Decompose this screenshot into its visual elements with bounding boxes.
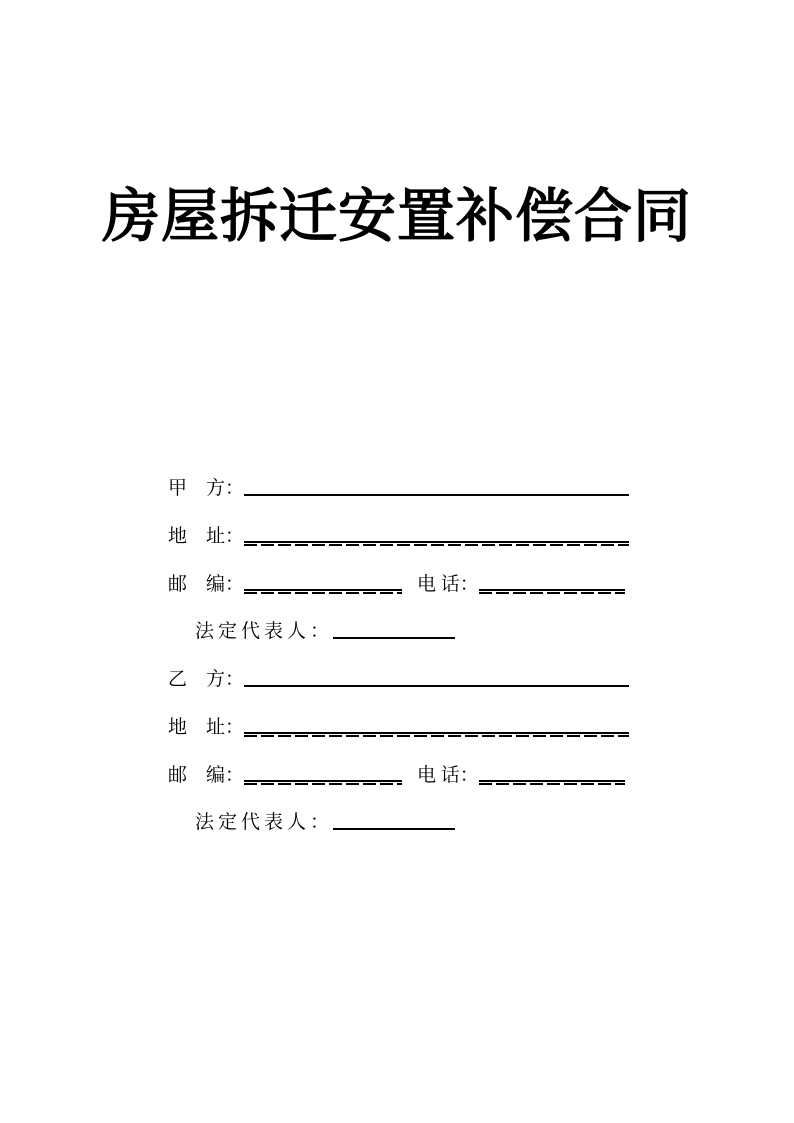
document-title: 房屋拆迁安置补偿合同	[101, 184, 692, 249]
legal-rep-b-blank-line	[333, 828, 455, 830]
legal-rep-b-row	[168, 813, 638, 861]
address-a-row	[168, 527, 638, 575]
address-a-blank-line	[244, 541, 629, 546]
legal-rep-a-label: 法定代表人：	[195, 621, 334, 643]
phone-b-blank-line	[479, 780, 625, 785]
party-b-row	[168, 670, 638, 718]
party-b-label: 乙 方：	[168, 669, 245, 691]
address-b-row	[168, 718, 638, 766]
party-a-label: 甲 方：	[168, 478, 245, 499]
address-b-label: 地 址：	[168, 716, 245, 738]
address-b-blank-line	[244, 732, 629, 737]
address-a-label: 地 址：	[168, 525, 245, 547]
phone-a-blank-line	[479, 589, 625, 594]
legal-rep-a-row	[168, 622, 638, 670]
postal-code-a-blank-line	[244, 589, 402, 594]
postal-phone-a-row	[168, 575, 638, 623]
phone-a-label: 电 话：	[417, 573, 479, 595]
party-a-row	[168, 479, 638, 527]
party-b-blank-line	[244, 685, 629, 687]
form-rows	[168, 479, 638, 861]
postal-phone-b-row	[168, 766, 638, 814]
phone-b-label: 电 话：	[417, 764, 479, 786]
postal-code-b-label: 邮 编：	[168, 764, 245, 786]
legal-rep-a-blank-line	[333, 637, 455, 639]
postal-code-a-label: 邮 编：	[168, 573, 245, 595]
legal-rep-b-label: 法定代表人：	[195, 812, 334, 834]
postal-code-b-blank-line	[244, 780, 402, 785]
party-a-blank-line	[244, 494, 629, 496]
